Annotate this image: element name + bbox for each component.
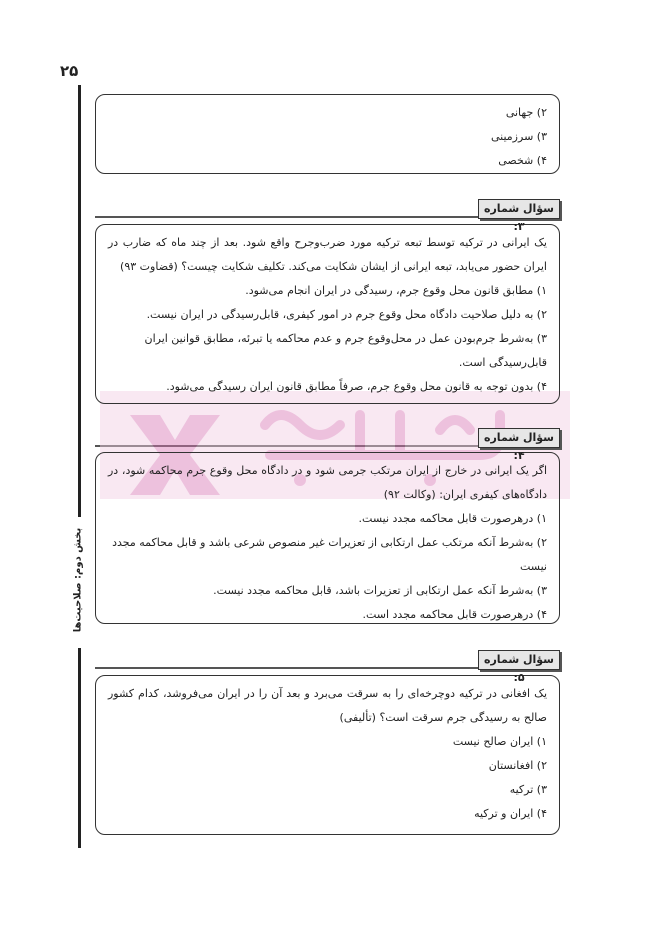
option-2: ۲) به دلیل صلاحیت دادگاه محل وقوع جرم در امور کیفری، قابل‌رسیدگی در ایران نیست. [146, 308, 547, 321]
option-2: ۲) به‌شرط آنکه مرتکب عمل ارتکابی از تعزیرات غیر منصوص شرعی باشد و قابل محاکمه مجدد نیست [112, 536, 547, 573]
margin-rule-bottom [78, 648, 81, 848]
chapter-label: بخش دوم: صلاحیت‌ها [72, 527, 84, 633]
question-3-text: یک ایرانی در ترکیه توسط تبعه ترکیه مورد ضرب‌وجرح واقع شود. بعد از چند ماه که ضارب در ایران حضور می‌یابد، تبعه ایرانی از ایشان شکایت می‌کند. تکلیف شکایت چیست؟ (قضاوت ۹۳) [108, 236, 547, 273]
question-3-underline [95, 216, 480, 218]
option-3: ۳) سرزمینی [490, 130, 547, 143]
option-1: ۱) ایران صالح نیست [452, 735, 547, 748]
option-3: ۳) به‌شرط جرم‌بودن عمل در محل‌وقوع جرم و عدم محاکمه یا تبرئه، مطابق قوانین ایران قابل‌رسیدگی است. [144, 332, 547, 369]
question-4-label: سؤال شماره ۴: [478, 428, 560, 448]
question-5-underline [95, 667, 480, 669]
option-2: ۲) جهانی [505, 106, 547, 119]
question-5-text: یک افغانی در ترکیه دوچرخه‌ای را به سرقت می‌برد و بعد آن را در ایران می‌فروشد، کدام کشور صالح به رسیدگی جرم سرقت است؟ (تألیفی) [108, 687, 547, 724]
question-5-box [95, 675, 560, 835]
margin-rule-top [78, 85, 81, 517]
options-box-previous-question [95, 94, 560, 174]
page-number: ۲۵ [60, 62, 79, 80]
question-3-box [95, 224, 560, 404]
option-1: ۱) درهرصورت قابل محاکمه مجدد نیست. [358, 512, 547, 525]
option-4: ۴) درهرصورت قابل محاکمه مجدد است. [362, 608, 547, 621]
question-4-box [95, 452, 560, 624]
question-4-tag [478, 428, 560, 462]
option-4: ۴) بدون توجه به قانون محل وقوع جرم، صرفاً مطابق قانون ایران رسیدگی می‌شود. [166, 380, 547, 393]
option-3: ۳) به‌شرط آنکه عمل ارتکابی از تعزیرات باشد، قابل محاکمه مجدد نیست. [213, 584, 547, 597]
option-4: ۴) شخصی [498, 154, 547, 167]
question-5-tag [478, 650, 560, 684]
option-1: ۱) مطابق قانون محل وقوع جرم، رسیدگی در ایران انجام می‌شود. [245, 284, 547, 297]
option-3: ۳) ترکیه [509, 783, 547, 796]
question-3-tag [478, 199, 560, 233]
question-5-label: سؤال شماره ۵: [478, 650, 560, 670]
question-4-text: اگر یک ایرانی در خارج از ایران مرتکب جرمی شود و در دادگاه محل وقوع جرم محاکمه شود، در دادگاه‌های کیفری ایران: (وکالت ۹۲) [108, 464, 547, 501]
option-2: ۲) افغانستان [488, 759, 547, 772]
option-4: ۴) ایران و ترکیه [474, 807, 547, 820]
question-3-label: سؤال شماره ۳: [478, 199, 560, 219]
